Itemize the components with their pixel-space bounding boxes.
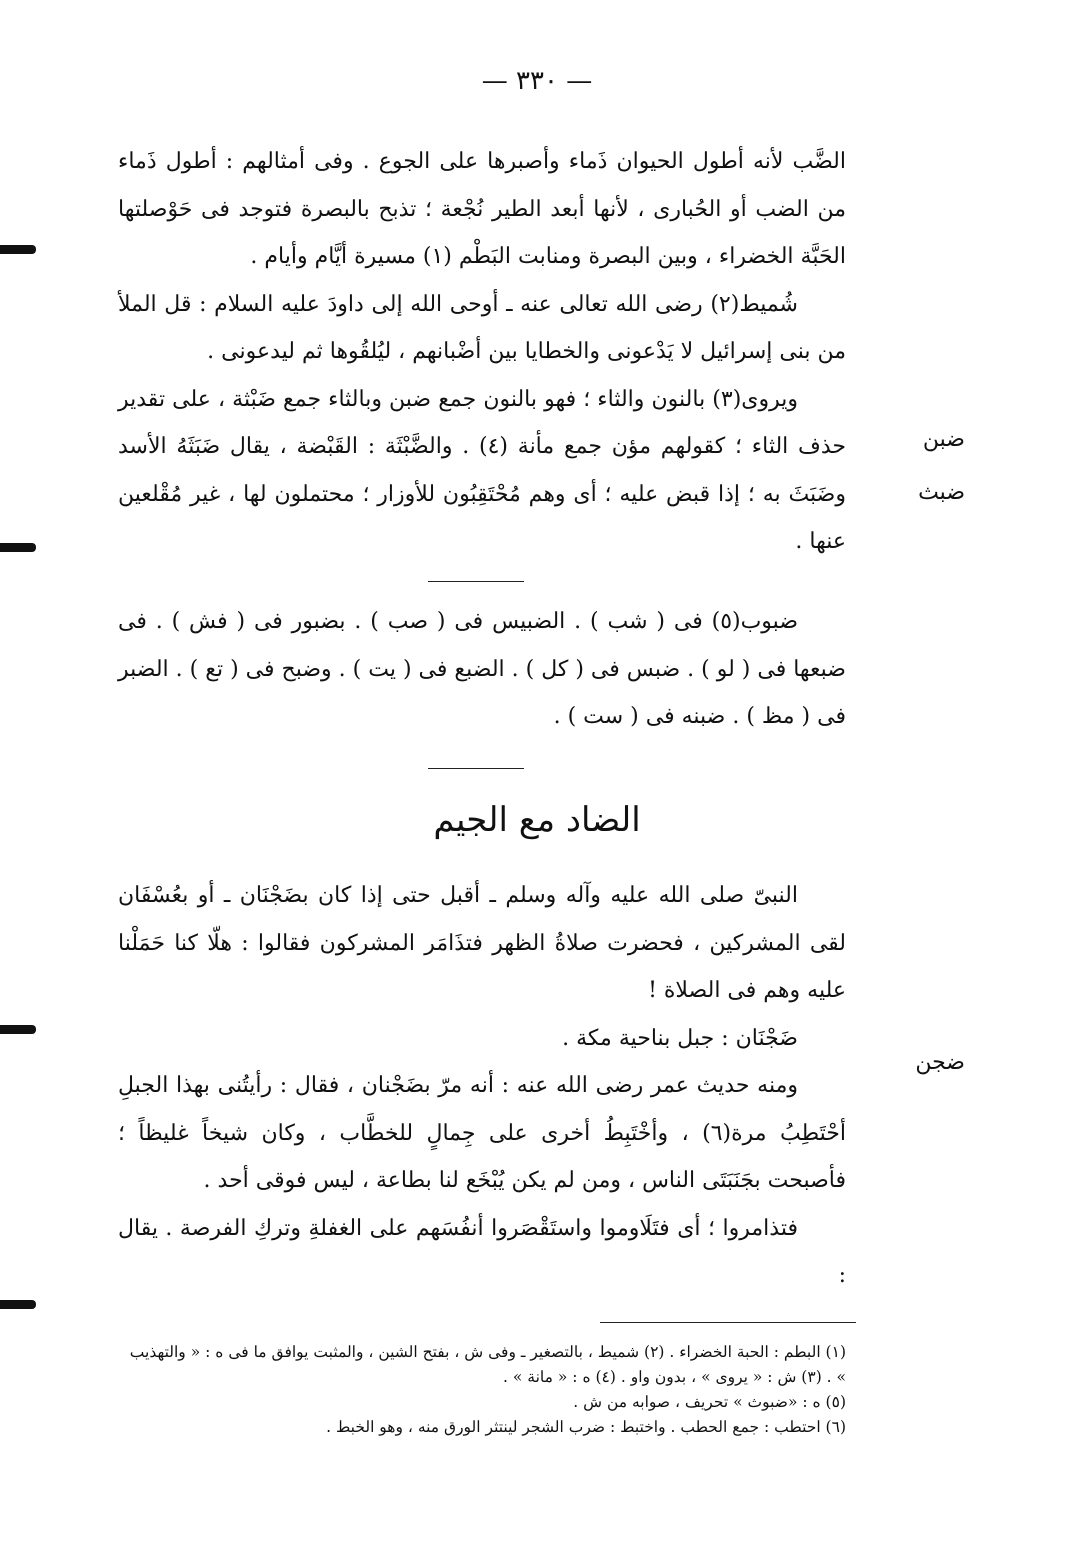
margin-keyword: ضبن <box>922 427 965 452</box>
section2-body <box>118 872 846 1300</box>
paragraph: فتذامروا ؛ أى فتَلَاوموا واستَقْصَروا أنفُسَهم على الغفلةِ وتركِ الفرصة . يقال : <box>118 1215 846 1288</box>
paragraph: ومنه حديث عمر رضى الله عنه : أنه مرّ بضَجْنان ، فقال : رأيتُنى بهذا الجبلِ أحْتَطِبُ مرة(٦) ، وأخْتَبِطُ أخرى على جِمالٍ للخطَّاب ، وكان شيخاً غليظاً ؛ فأصبحت بجَنَبَتَى الناس ، ومن لم يكن يُبْخَع لنا بطاعة ، ليس فوقى أحد . <box>118 1073 847 1193</box>
page-number: — ٣٣٠ — <box>481 66 593 96</box>
paragraph: ضَجْنَان : جبل بناحية مكة . <box>562 1025 798 1051</box>
footnotes <box>118 1340 846 1440</box>
edge-mark <box>0 245 36 254</box>
footnote-divider <box>600 1322 856 1323</box>
margin-keyword: ضجن <box>915 1050 965 1075</box>
footnote: (٥) ه : «ضبوث » تحريف ، صوابه من ش . <box>573 1393 846 1411</box>
paragraph: النبىّ صلى الله عليه وآله وسلم ـ أقبل حتى إذا كان بضَجْنَان ـ أو بعُسْفَان لقى المشركين ، فحضرت صلاةُ الظهر فتذَامَر المشركون فقالوا : هلّا كنا حَمَلْنا عليه وهم فى الصلاة ! <box>118 883 846 1003</box>
paragraph: ويروى(٣) بالنون والثاء ؛ فهو بالنون جمع ضبن وبالثاء جمع ضَبْثة ، على تقدير حذف الثاء ؛ كقولهم مؤن جمع مأنة (٤) . والضَّبْثَة : القَبْضة ، يقال ضَبَثَهُ الأسد وضَبَثَ به ؛ إذا قبض عليه ؛ أى وهم مُحْتَقِبُون للأوزار ؛ محتملون لها ، غير مُقْلعين عنها . <box>118 386 846 554</box>
short-divider <box>428 581 524 582</box>
edge-mark <box>0 1025 36 1034</box>
paragraph: الضَّب لأنه أطول الحيوان ذَماء وأصبرها على الجوع . وفى أمثالهم : أطول ذَماء من الضب أو الحُبارى ، لأنها أبعد الطير نُجْعة ؛ تذبح بالبصرة فتوجد فى حَوْصلتها الحَبَّة الخضراء ، وبين البصرة ومنابت البَطْم (١) مسيرة أيَّام وأيام . <box>118 149 846 269</box>
margin-keyword: ضبث <box>918 480 965 505</box>
footnote: (٦) احتطب : جمع الحطب . واختبط : ضرب الشجر لينتثر الورق منه ، وهو الخبط . <box>326 1418 846 1436</box>
edge-mark <box>0 1300 36 1309</box>
cross-reference-block <box>118 598 846 741</box>
paragraph: شُميط(٢) رضى الله تعالى عنه ـ أوحى الله إلى داودَ عليه السلام : قل الملأ من بنى إسرائيل لا يَدْعونى والخطايا بين أضْبانهم ، ليُلقُوها ثم ليدعونى . <box>118 291 846 364</box>
edge-mark <box>0 543 36 552</box>
short-divider <box>428 768 524 769</box>
section-heading: الضاد مع الجيم <box>433 800 641 840</box>
cross-reference: ضبوب(٥) فى ( شب ) . الضبيس فى ( صب ) . بضبور فى ( فش ) . فى ضبعها فى ( لو ) . ضبس فى ( كل ) . الضبع فى ( يت ) . وضبح فى ( تع ) . الضبر فى ( مظ ) . ضبنه فى ( ست ) . <box>118 609 846 729</box>
footnote: (١) البطم : الحبة الخضراء . (٢) شميط ، بالتصغير ـ وفى ش ، بفتح الشين ، والمثبت يوافق ما فى ه : « والتهذيب » . (٣) ش : « يروى » ، بدون واو . (٤) ه : « مانة » . <box>129 1343 846 1386</box>
section1-body <box>118 138 846 566</box>
